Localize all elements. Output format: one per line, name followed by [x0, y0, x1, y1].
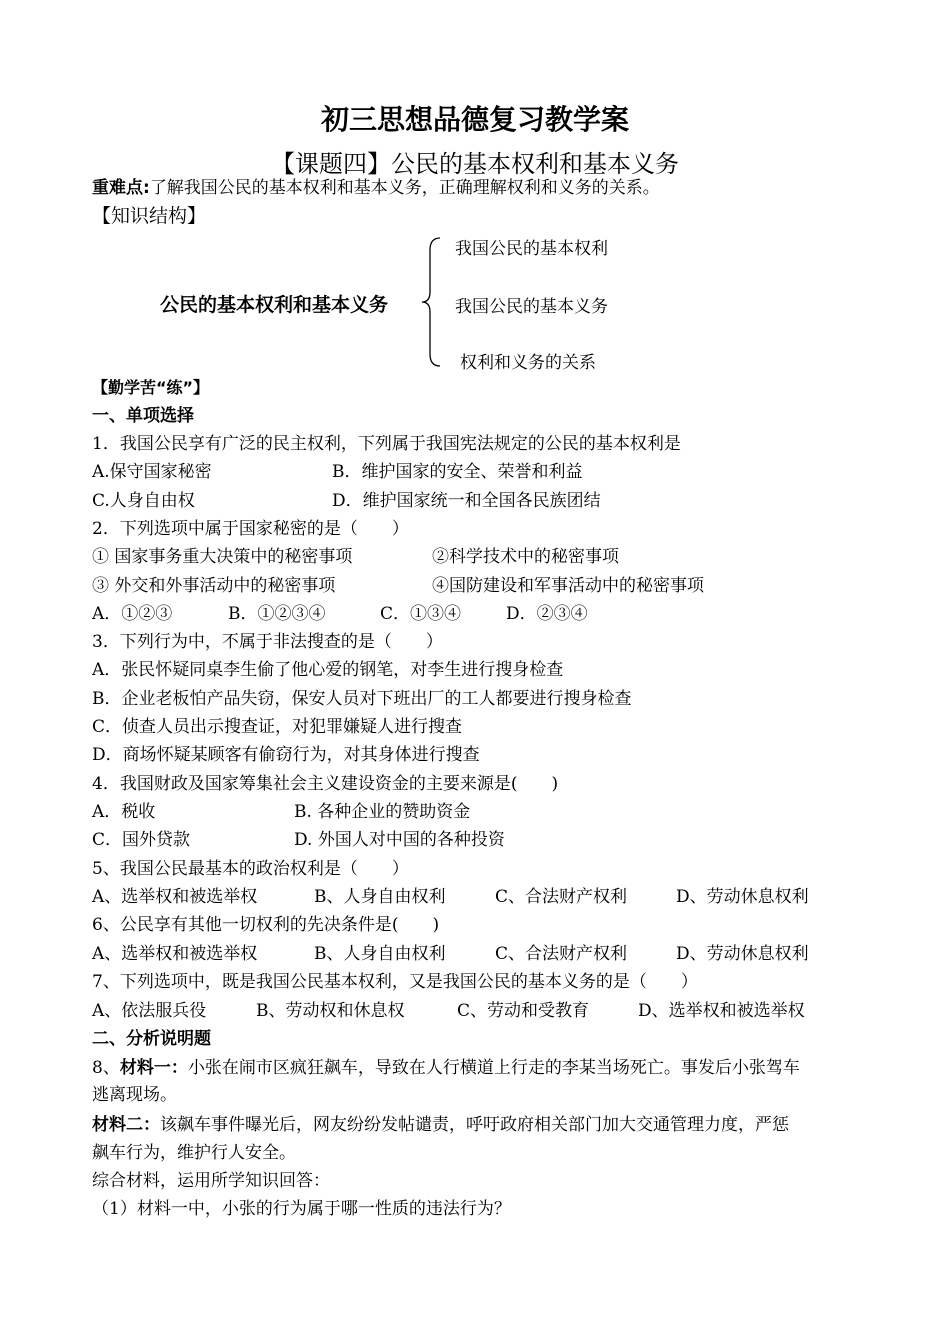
q6-option-a: A、选举权和被选举权 — [92, 944, 258, 964]
lesson-subtitle: 【课题四】公民的基本权利和基本义务 — [271, 150, 679, 178]
q6-option-b: B、人身自由权利 — [314, 944, 446, 964]
q8-material1-line1 — [92, 1058, 800, 1078]
q3-option-d: D．商场怀疑某顾客有偷窃行为，对其身体进行搜查 — [92, 745, 480, 765]
q7-option-b: B、劳动权和休息权 — [256, 1001, 405, 1021]
q8-material1-label: 材料一： — [119, 1058, 188, 1078]
q8-material2-text1: 该飙车事件曝光后，网友纷纷发帖谴责，呼吁政府相关部门加大交通管理力度，严惩 — [160, 1115, 789, 1135]
section1-heading: 一、单项选择 — [92, 406, 194, 426]
q2-option-d: D．②③④ — [506, 604, 588, 624]
q2-item-2: ②科学技术中的秘密事项 — [432, 547, 619, 567]
q1-stem: 1．我国公民享有广泛的民主权利，下列属于我国宪法规定的公民的基本权利是 — [92, 434, 681, 454]
q8-subquestion-1: （1）材料一中，小张的行为属于哪一性质的违法行为？ — [92, 1199, 511, 1219]
q2-option-b: B．①②③④ — [228, 604, 326, 624]
q1-option-c: C.人身自由权 — [92, 491, 195, 511]
q7-option-c: C、劳动和受教育 — [457, 1001, 590, 1021]
key-points — [92, 178, 660, 198]
q4-option-b: B. 各种企业的赞助资金 — [294, 802, 471, 822]
q8-material1-line2: 逃离现场。 — [92, 1085, 177, 1105]
q6-stem: 6、公民享有其他一切权利的先决条件是( ) — [92, 915, 440, 935]
q1-option-d: D．维护国家统一和全国各民族团结 — [332, 491, 601, 511]
q6-option-d: D、劳动休息权利 — [676, 944, 809, 964]
q7-option-a: A、依法服兵役 — [92, 1001, 207, 1021]
q7-option-d: D、选举权和被选举权 — [638, 1001, 805, 1021]
brace-icon — [420, 236, 444, 368]
q5-option-b: B、人身自由权利 — [314, 887, 446, 907]
q8-material2-line2: 飙车行为，维护行人安全。 — [92, 1143, 296, 1163]
q2-option-c: C．①③④ — [380, 604, 462, 624]
q7-stem: 7、下列选项中，既是我国公民基本权利，又是我国公民的基本义务的是（ ） — [92, 972, 698, 992]
knowledge-center: 公民的基本权利和基本义务 — [160, 294, 389, 316]
q1-option-b: B．维护国家的安全、荣誉和利益 — [332, 462, 583, 482]
page-title: 初三思想品德复习教学案 — [320, 103, 629, 136]
q4-option-c: C．国外贷款 — [92, 830, 191, 850]
q8-material2-line1 — [92, 1115, 789, 1135]
q5-option-c: C、合法财产权利 — [495, 887, 628, 907]
knowledge-branch-rights: 我国公民的基本权利 — [455, 239, 608, 259]
q8-instruction: 综合材料，运用所学知识回答： — [92, 1171, 330, 1191]
key-points-text: 了解我国公民的基本权利和基本义务，正确理解权利和义务的关系。 — [149, 178, 660, 198]
section2-heading: 二、分析说明题 — [92, 1029, 211, 1049]
q8-material2-label: 材料二： — [92, 1115, 160, 1135]
q4-option-a: A．税收 — [92, 802, 156, 822]
q5-option-d: D、劳动休息权利 — [676, 887, 809, 907]
q6-option-c: C、合法财产权利 — [495, 944, 628, 964]
practice-heading: 【勤学苦“练”】 — [92, 378, 210, 397]
knowledge-branch-duties: 我国公民的基本义务 — [455, 297, 608, 317]
knowledge-structure-heading: 【知识结构】 — [92, 205, 207, 227]
q8-number: 8、 — [92, 1058, 120, 1078]
q1-option-a: A.保守国家秘密 — [92, 462, 212, 482]
key-points-label: 重难点: — [92, 178, 150, 198]
q2-stem: 2．下列选项中属于国家秘密的是（ ） — [92, 519, 409, 539]
q8-material1-text1: 小张在闹市区疯狂飙车，导致在人行横道上行走的李某当场死亡。事发后小张驾车 — [187, 1058, 800, 1078]
q4-stem: 4．我国财政及国家筹集社会主义建设资金的主要来源是( ) — [92, 774, 559, 794]
q5-stem: 5、我国公民最基本的政治权利是（ ） — [92, 859, 409, 879]
q3-stem: 3．下列行为中，不属于非法搜查的是（ ） — [92, 632, 443, 652]
q3-option-c: C．侦查人员出示搜查证，对犯罪嫌疑人进行搜查 — [92, 717, 463, 737]
q5-option-a: A、选举权和被选举权 — [92, 887, 258, 907]
q3-option-b: B．企业老板怕产品失窃，保安人员对下班出厂的工人都要进行搜身检查 — [92, 689, 632, 709]
q2-item-3: ③ 外交和外事活动中的秘密事项 — [92, 576, 336, 596]
knowledge-branch-relation: 权利和义务的关系 — [460, 353, 596, 373]
q3-option-a: A．张民怀疑同桌李生偷了他心爱的钢笔，对李生进行搜身检查 — [92, 660, 564, 680]
q2-item-4: ④国防建设和军事活动中的秘密事项 — [432, 576, 704, 596]
q2-option-a: A．①②③ — [92, 604, 173, 624]
q4-option-d: D. 外国人对中国的各种投资 — [294, 830, 505, 850]
q2-item-1: ① 国家事务重大决策中的秘密事项 — [92, 547, 353, 567]
